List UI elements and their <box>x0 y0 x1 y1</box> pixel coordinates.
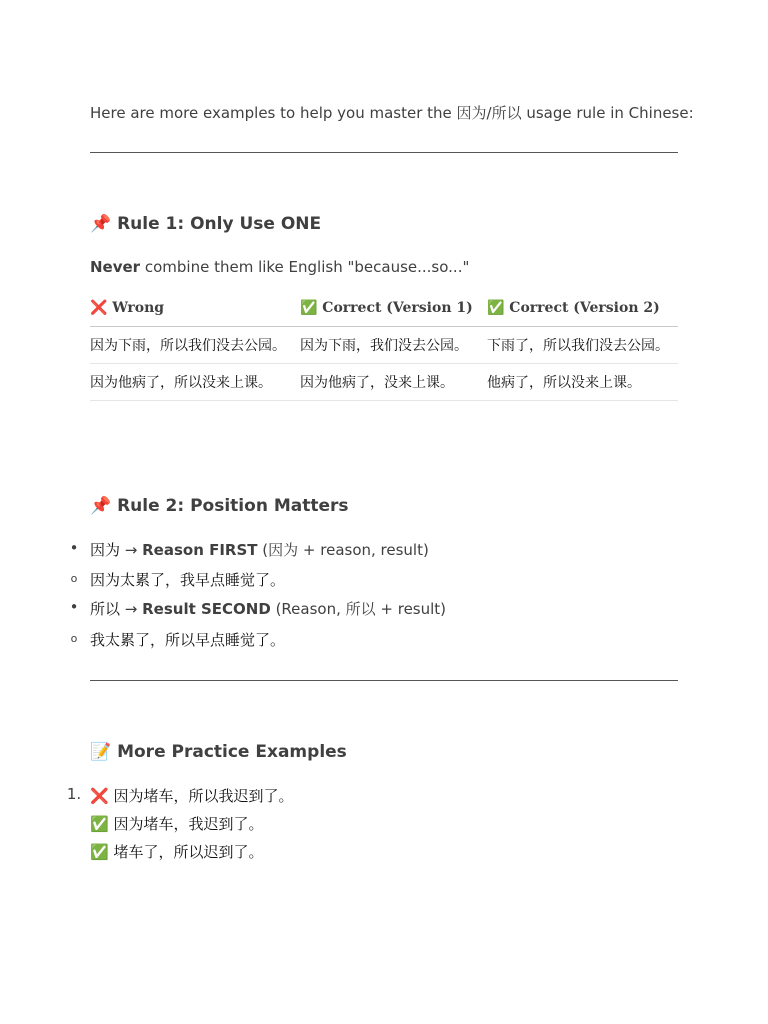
circle-marker: o <box>70 572 78 585</box>
keyword: 所以 <box>90 600 121 618</box>
table-row <box>90 364 678 401</box>
header-wrong: ❌ Wrong <box>90 290 300 327</box>
rule1-description <box>90 258 469 276</box>
rule2-heading: 📌 Rule 2: Position Matters <box>90 496 349 516</box>
header-correct-v1: ✅ Correct (Version 1) <box>300 290 487 327</box>
example-sentence: 因为太累了，我早点睡觉了。 <box>90 571 286 589</box>
table-row <box>90 327 678 364</box>
arrow: → <box>120 600 143 618</box>
header-correct-v2: ✅ Correct (Version 2) <box>487 290 678 327</box>
rule-detail: (因为 + reason, result) <box>257 541 429 559</box>
practice-correct-1: ✅ 因为堵车，我迟到了。 <box>90 815 264 833</box>
table-cell: 因为他病了，没来上课。 <box>300 364 487 401</box>
bullet-marker: • <box>69 598 79 616</box>
bullet-marker: • <box>69 539 79 557</box>
table-header-row <box>90 290 678 327</box>
intro-text: Here are more examples to help you master the 因为/所以 usage rule in Chinese: <box>90 104 694 122</box>
never-rest: combine them like English "because...so..." <box>140 258 470 276</box>
keyword: 因为 <box>90 541 121 559</box>
table-cell: 因为下雨，我们没去公园。 <box>300 327 487 364</box>
list-item <box>69 539 429 560</box>
circle-marker: o <box>70 632 78 645</box>
rule-emphasis: Result SECOND <box>142 600 271 618</box>
rule-detail: (Reason, 所以 + result) <box>270 600 447 618</box>
list-item <box>66 785 294 806</box>
practice-heading: 📝 More Practice Examples <box>90 742 347 762</box>
practice-correct-2: ✅ 堵车了，所以迟到了。 <box>90 843 264 861</box>
example-sentence: 我太累了，所以早点睡觉了。 <box>90 631 286 649</box>
list-item <box>69 598 447 619</box>
divider <box>90 680 678 681</box>
table-cell: 因为他病了，所以没来上课。 <box>90 364 300 401</box>
list-number: 1. <box>66 785 82 803</box>
divider <box>90 152 678 153</box>
table-cell: 下雨了，所以我们没去公园。 <box>487 327 678 364</box>
never-emphasis: Never <box>90 258 141 276</box>
arrow: → <box>120 541 143 559</box>
table-cell: 因为下雨，所以我们没去公园。 <box>90 327 300 364</box>
rule-emphasis: Reason FIRST <box>142 541 258 559</box>
practice-wrong: ❌ 因为堵车，所以我迟到了。 <box>90 787 294 805</box>
table-cell: 他病了，所以没来上课。 <box>487 364 678 401</box>
list-item <box>70 569 286 590</box>
list-item <box>70 629 286 650</box>
rule1-heading: 📌 Rule 1: Only Use ONE <box>90 214 322 234</box>
examples-table <box>90 290 678 401</box>
